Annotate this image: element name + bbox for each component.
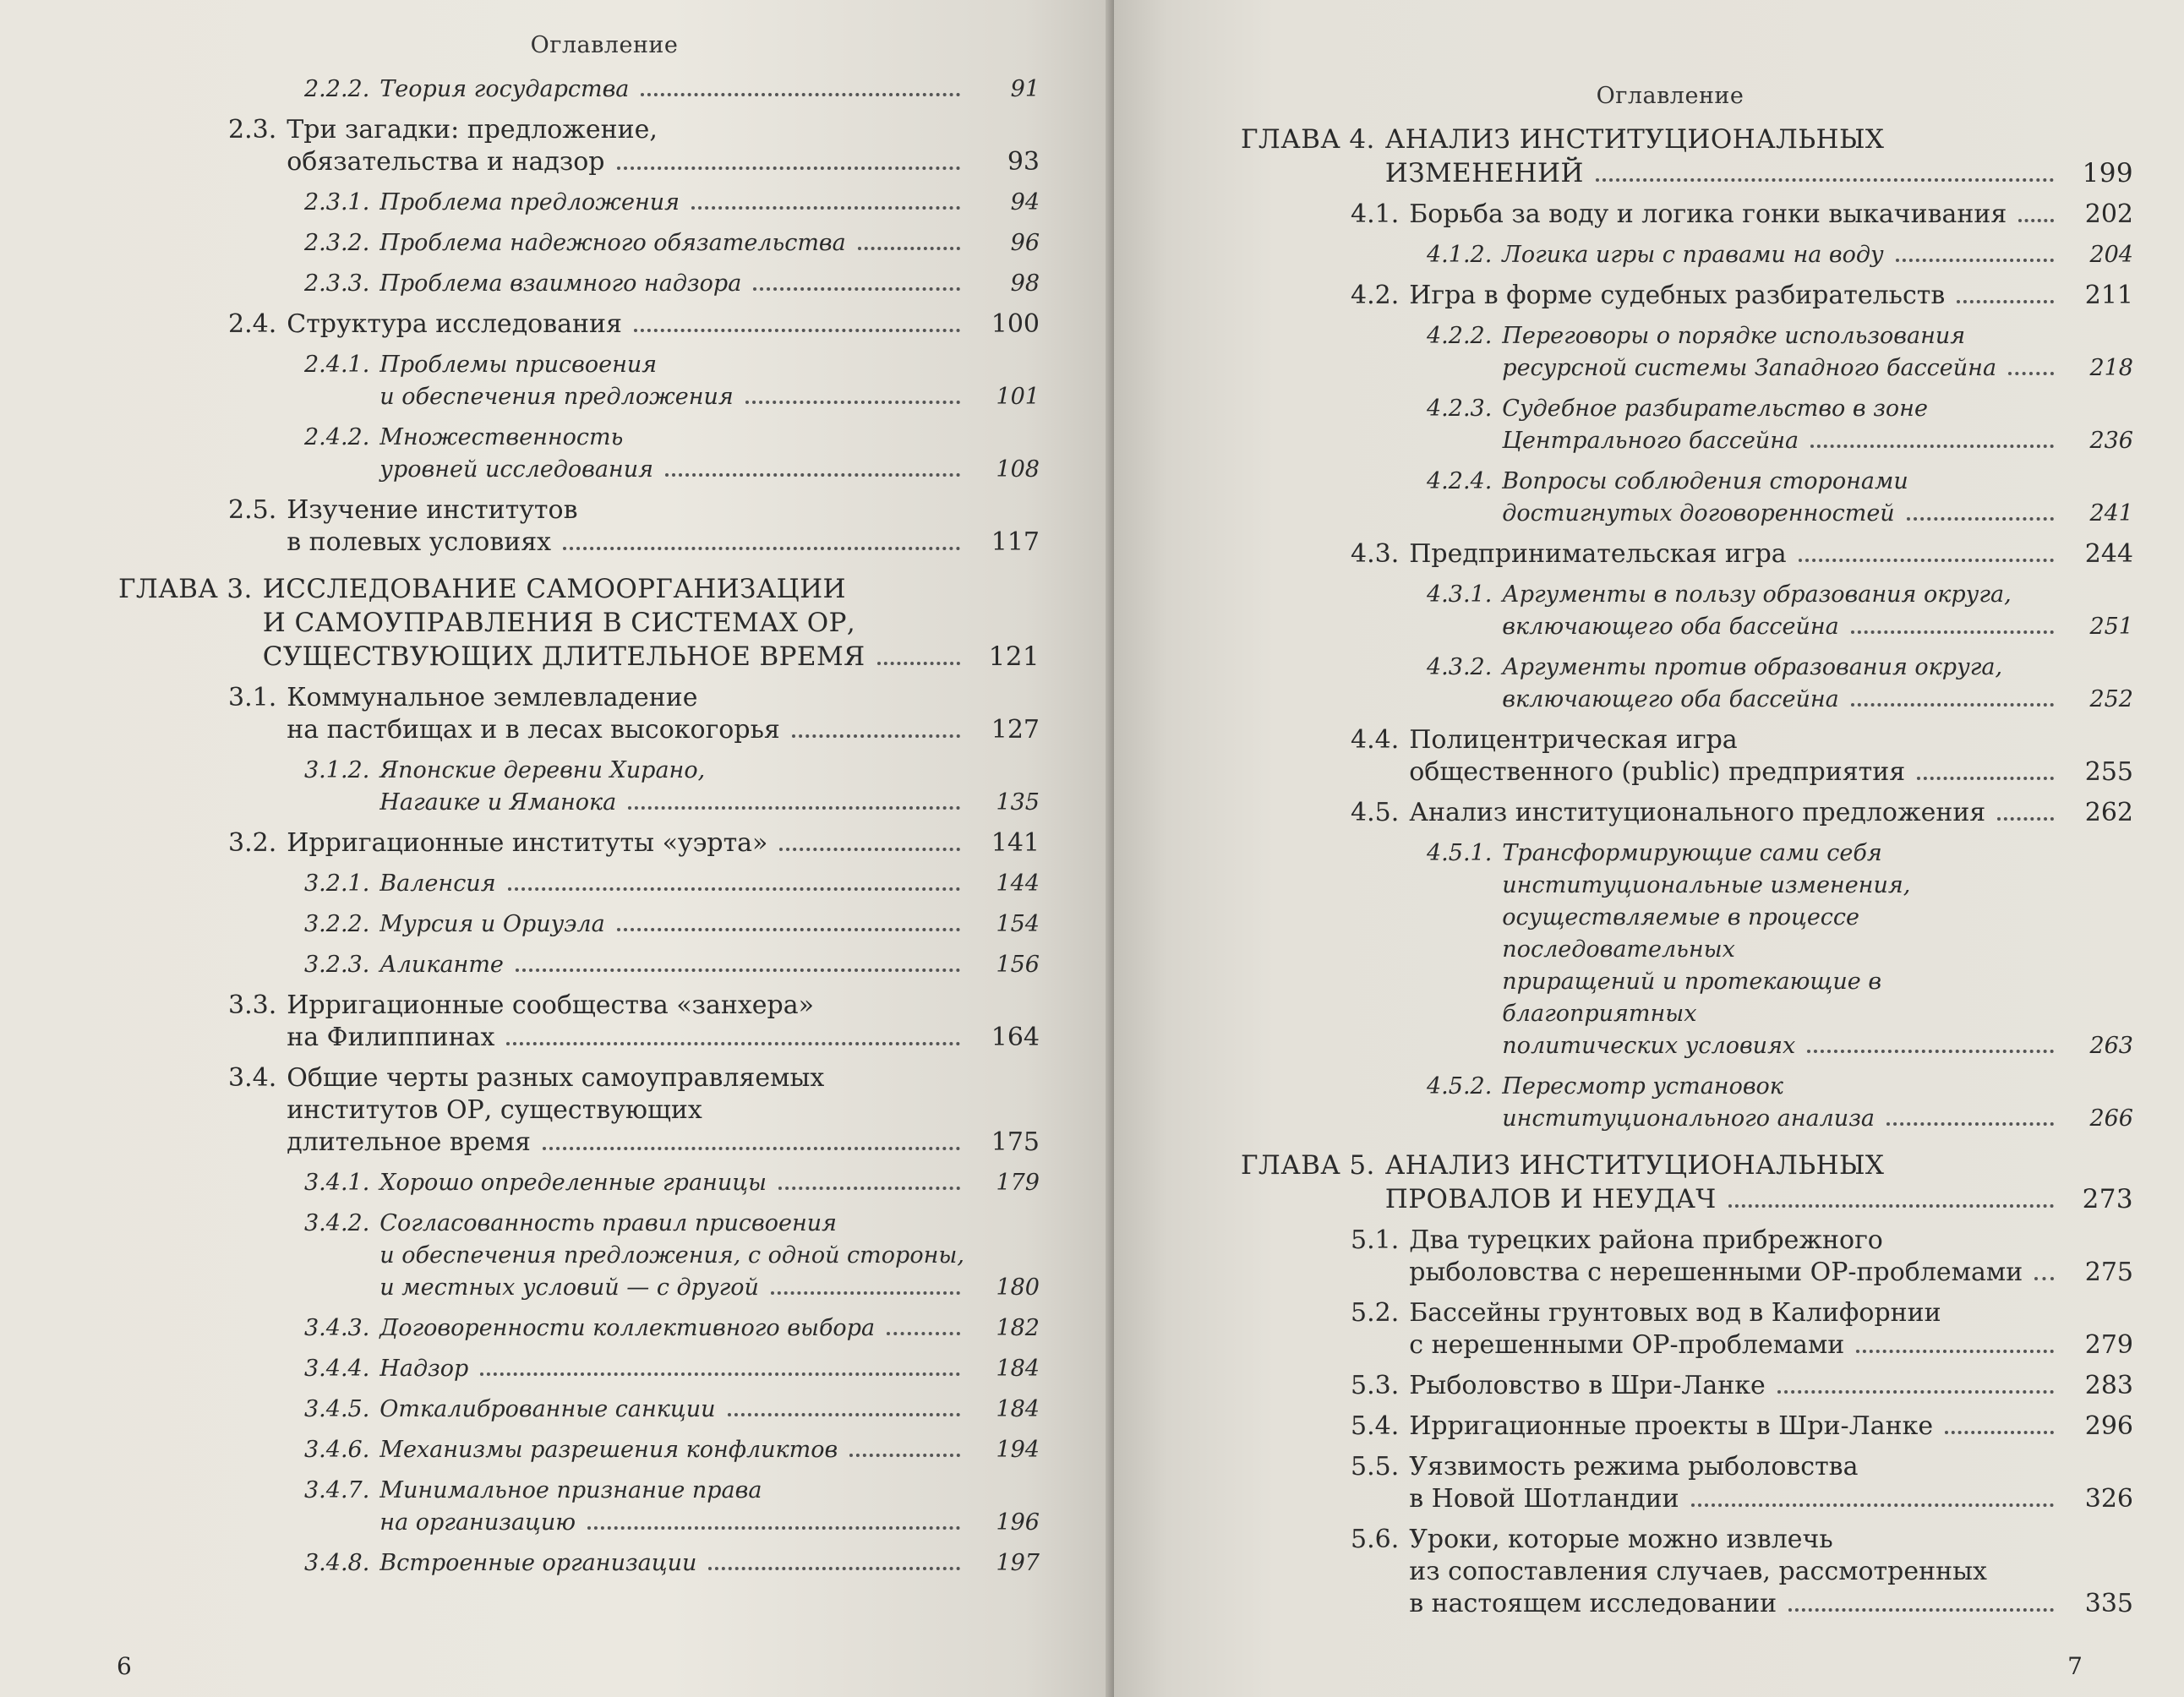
- toc-entry: [1241, 466, 2133, 530]
- entry-title-line: достигнутых договоренностей: [1502, 500, 1895, 527]
- dot-leader: [1957, 299, 2054, 303]
- dot-leader: [887, 1331, 960, 1335]
- section-number: 3.4.8.: [304, 1550, 370, 1576]
- section-number: 3.1.: [228, 683, 277, 712]
- toc-entry: [1241, 280, 2133, 312]
- page-reference: 156: [996, 952, 1040, 978]
- page-reference: 96: [1010, 230, 1040, 256]
- toc-entry: [118, 909, 1040, 941]
- dot-leader: [508, 887, 960, 891]
- section-number: 2.3.1.: [304, 189, 370, 216]
- entry-title-line: Проблемы присвоения: [379, 352, 658, 378]
- toc-entry: [1241, 1297, 2133, 1361]
- entry-title-line: Логика игры с правами на воду: [1502, 242, 1884, 268]
- toc-entry: [118, 827, 1040, 859]
- toc-entry: [118, 74, 1040, 106]
- entry-title-line: уровней исследования: [379, 456, 653, 483]
- section-number: 2.5.: [228, 495, 277, 525]
- toc-entry: [118, 1394, 1040, 1426]
- entry-title-line: Коммунальное землевладение: [287, 683, 698, 712]
- section-number: 2.4.2.: [304, 424, 370, 450]
- toc-entry: [118, 868, 1040, 900]
- section-number: 4.2.2.: [1427, 323, 1493, 349]
- entry-title-line: Аликанте: [379, 952, 504, 978]
- section-number: 5.6.: [1351, 1525, 1400, 1554]
- toc-entry: [118, 1312, 1040, 1345]
- section-number: 3.4.: [228, 1063, 277, 1093]
- section-number: 3.4.1.: [304, 1170, 370, 1196]
- entry-title-line: институциональные изменения,: [1502, 872, 1911, 898]
- entry-title-line: Предпринимательская игра: [1409, 539, 1787, 569]
- toc-entry: [1241, 724, 2133, 788]
- section-number: 3.2.: [228, 828, 277, 858]
- entry-title-line: Аргументы в пользу образования округа,: [1502, 581, 2012, 608]
- entry-title-line: Множественность: [379, 424, 624, 450]
- toc-entry: [1241, 320, 2133, 385]
- entry-title-line: Проблема взаимного надзора: [379, 270, 742, 297]
- section-number: 3.2.3.: [304, 952, 370, 978]
- dot-leader: [849, 1453, 960, 1457]
- section-number: 5.4.: [1351, 1411, 1400, 1441]
- entry-title-line: СУЩЕСТВУЮЩИХ ДЛИТЕЛЬНОЕ ВРЕМЯ: [262, 641, 865, 672]
- entry-title-line: Встроенные организации: [379, 1550, 697, 1576]
- toc-entry: [1241, 797, 2133, 829]
- toc-entry: [118, 308, 1040, 341]
- dot-leader: [2008, 371, 2054, 375]
- section-number: 2.4.1.: [304, 352, 370, 378]
- page-reference: 101: [996, 384, 1040, 410]
- section-number: 3.1.2.: [304, 757, 370, 783]
- entry-title-line: в Новой Шотландии: [1409, 1484, 1679, 1514]
- page-reference: 141: [991, 828, 1040, 858]
- entry-title-line: институционального анализа: [1502, 1105, 1876, 1132]
- dot-leader: [480, 1372, 960, 1376]
- section-number: 4.2.3.: [1427, 396, 1493, 422]
- page-reference: 194: [996, 1437, 1040, 1463]
- dot-leader: [617, 166, 960, 170]
- entry-title-line: Пересмотр установок: [1502, 1073, 1783, 1100]
- page-reference: 93: [1007, 147, 1040, 177]
- section-number: 2.3.2.: [304, 230, 370, 256]
- page-number: 6: [117, 1652, 132, 1680]
- entry-title-line: длительное время: [287, 1127, 531, 1157]
- entry-title-line: АНАЛИЗ ИНСТИТУЦИОНАЛЬНЫХ: [1384, 1150, 1885, 1181]
- page-reference: 263: [2089, 1033, 2133, 1059]
- toc-entry: [118, 227, 1040, 259]
- entry-title-line: Ирригационные сообщества «занхера»: [287, 990, 814, 1020]
- entry-title-line: ИЗМЕНЕНИЙ: [1384, 158, 1584, 188]
- page-reference: 252: [2089, 686, 2133, 712]
- toc-entry: [118, 1547, 1040, 1580]
- entry-title-line: осуществляемые в процессе последовательных: [1502, 904, 1860, 963]
- entry-title-line: Уроки, которые можно извлечь: [1409, 1525, 1833, 1554]
- dot-leader: [691, 205, 960, 210]
- dot-leader: [634, 328, 960, 332]
- entry-title-line: Общие черты разных самоуправляемых: [287, 1063, 825, 1093]
- toc-chapter-entry: [1241, 123, 2133, 190]
- page-reference: 127: [991, 715, 1040, 745]
- page-reference: 196: [996, 1509, 1040, 1536]
- entry-title-line: Два турецких района прибрежного: [1409, 1225, 1883, 1255]
- page-reference: 335: [2084, 1589, 2133, 1618]
- entry-title-line: Анализ институционального предложения: [1409, 798, 1986, 827]
- toc-entry: [1241, 838, 2133, 1062]
- entry-title-line: Хорошо определенные границы: [379, 1170, 767, 1196]
- entry-title-line: Нагаике и Яманока: [379, 789, 617, 816]
- entry-title-line: Надзор: [379, 1356, 469, 1382]
- entry-title-line: Ирригационные институты «уэрта»: [287, 828, 768, 858]
- page-reference: 91: [1010, 76, 1040, 102]
- entry-title-line: ПРОВАЛОВ И НЕУДАЧ: [1384, 1184, 1717, 1214]
- section-number: 4.5.1.: [1427, 840, 1493, 866]
- toc-chapter-entry: [118, 572, 1040, 674]
- page-reference: 273: [2082, 1184, 2133, 1214]
- dot-leader: [1907, 516, 2054, 521]
- page-reference: 283: [2084, 1371, 2133, 1400]
- page-reference: 244: [2084, 539, 2133, 569]
- section-number: 4.3.2.: [1427, 654, 1493, 680]
- entry-title-line: Откалиброванные санкции: [379, 1396, 716, 1422]
- dot-leader: [516, 968, 960, 972]
- entry-title-line: Вопросы соблюдения сторонами: [1502, 468, 1908, 494]
- page-reference: 100: [991, 309, 1040, 339]
- dot-leader: [617, 927, 960, 931]
- entry-title-line: институтов ОР, существующих: [287, 1095, 702, 1125]
- section-number: 3.4.6.: [304, 1437, 370, 1463]
- table-of-contents: [118, 74, 1040, 1580]
- page-reference: 211: [2084, 281, 2133, 310]
- entry-title-line: Минимальное признание права: [379, 1477, 762, 1503]
- entry-title-line: на организацию: [379, 1509, 576, 1536]
- toc-entry: [1241, 1071, 2133, 1135]
- entry-title-line: Японские деревни Хирано,: [379, 757, 706, 783]
- entry-title-line: Центрального бассейна: [1502, 428, 1799, 454]
- dot-leader: [1896, 258, 2054, 262]
- page-reference: 236: [2089, 428, 2133, 454]
- section-number: 4.4.: [1351, 725, 1400, 755]
- page-reference: 135: [996, 789, 1040, 816]
- entry-title-line: Аргументы против образования округа,: [1502, 654, 2003, 680]
- toc-entry: [1241, 1225, 2133, 1289]
- section-number: 2.2.2.: [304, 76, 370, 102]
- dot-leader: [1691, 1503, 2054, 1507]
- page-reference: 255: [2084, 757, 2133, 787]
- entry-title-line: включающего оба бассейна: [1502, 614, 1839, 640]
- entry-title-line: и местных условий — с другой: [379, 1274, 759, 1301]
- entry-title-line: в полевых условиях: [287, 527, 552, 557]
- dot-leader: [771, 1290, 960, 1295]
- page-reference: 279: [2084, 1330, 2133, 1360]
- dot-leader: [1851, 630, 2054, 634]
- section-number: 3.4.7.: [304, 1477, 370, 1503]
- dot-leader: [708, 1566, 960, 1570]
- section-number: 4.3.1.: [1427, 581, 1493, 608]
- toc-entry: [118, 1167, 1040, 1199]
- page-reference: 117: [991, 527, 1040, 557]
- entry-title-line: на Филиппинах: [287, 1023, 495, 1052]
- page-reference: 182: [996, 1315, 1040, 1341]
- section-number: 5.1.: [1351, 1225, 1400, 1255]
- dot-leader: [1997, 816, 2054, 821]
- running-head: Оглавление: [530, 32, 679, 58]
- entry-title-line: Теория государства: [379, 76, 630, 102]
- dot-leader: [1799, 558, 2054, 562]
- entry-title-line: Проблема предложения: [379, 189, 680, 216]
- entry-title-line: политических условиях: [1502, 1033, 1796, 1059]
- section-number: 4.1.2.: [1427, 242, 1493, 268]
- page-reference: 275: [2084, 1258, 2133, 1287]
- page-reference: 175: [991, 1127, 1040, 1157]
- section-number: 3.4.5.: [304, 1396, 370, 1422]
- section-number: 3.2.2.: [304, 911, 370, 937]
- entry-title-line: на пастбищах и в лесах высокогорья: [287, 715, 780, 745]
- dot-leader: [2018, 218, 2054, 222]
- dot-leader: [1788, 1607, 2054, 1612]
- entry-title-line: Валенсия: [379, 870, 496, 897]
- entry-title-line: И САМОУПРАВЛЕНИЯ В СИСТЕМАХ ОР,: [262, 608, 856, 638]
- entry-title-line: Мурсия и Ориуэла: [379, 911, 605, 937]
- entry-title-line: общественного (public) предприятия: [1409, 757, 1906, 787]
- page-reference: 266: [2089, 1105, 2133, 1132]
- section-number: 5.2.: [1351, 1298, 1400, 1328]
- entry-title-line: из сопоставления случаев, рассмотренных: [1409, 1557, 1987, 1586]
- section-number: ГЛАВА 4.: [1241, 124, 1375, 155]
- dot-leader: [778, 1186, 960, 1190]
- dot-leader: [1945, 1430, 2054, 1434]
- toc-entry: [118, 1062, 1040, 1159]
- dot-leader: [506, 1041, 960, 1045]
- section-number: 4.3.: [1351, 539, 1400, 569]
- table-of-contents: [1241, 123, 2133, 1620]
- section-number: 3.4.4.: [304, 1356, 370, 1382]
- toc-entry: [1241, 579, 2133, 643]
- page-reference: 199: [2082, 158, 2133, 188]
- page-reference: 98: [1010, 270, 1040, 297]
- section-number: 4.1.: [1351, 199, 1400, 229]
- page-reference: 218: [2089, 355, 2133, 381]
- dot-leader: [628, 805, 960, 810]
- section-number: 5.3.: [1351, 1371, 1400, 1400]
- toc-chapter-entry: [1241, 1149, 2133, 1216]
- entry-title-line: Механизмы разрешения конфликтов: [379, 1437, 838, 1463]
- page-reference: 108: [996, 456, 1040, 483]
- entry-title-line: Договоренности коллективного выбора: [379, 1315, 876, 1341]
- entry-title-line: Изучение институтов: [287, 495, 578, 525]
- section-number: ГЛАВА 5.: [1241, 1150, 1375, 1181]
- page-reference: 197: [996, 1550, 1040, 1576]
- dot-leader: [1807, 1049, 2054, 1053]
- toc-entry: [118, 949, 1040, 981]
- page-reference: 202: [2084, 199, 2133, 229]
- toc-entry: [118, 682, 1040, 746]
- page-reference: 251: [2089, 614, 2133, 640]
- dot-leader: [1728, 1203, 2054, 1208]
- dot-leader: [563, 546, 960, 550]
- toc-entry: [1241, 538, 2133, 570]
- toc-entry: [1241, 1370, 2133, 1402]
- dot-leader: [1856, 1349, 2054, 1353]
- entry-title-line: ИССЛЕДОВАНИЕ САМООРГАНИЗАЦИИ: [262, 574, 846, 604]
- entry-title-line: Трансформирующие сами себя: [1502, 840, 1882, 866]
- page-reference: 326: [2084, 1484, 2133, 1514]
- entry-title-line: АНАЛИЗ ИНСТИТУЦИОНАЛЬНЫХ: [1384, 124, 1885, 155]
- page-reference: 262: [2084, 798, 2133, 827]
- entry-title-line: и обеспечения предложения: [379, 384, 734, 410]
- entry-title-line: Бассейны грунтовых вод в Калифорнии: [1409, 1298, 1941, 1328]
- section-number: 4.5.: [1351, 798, 1400, 827]
- dot-leader: [1851, 702, 2054, 707]
- toc-entry: [1241, 1451, 2133, 1515]
- dot-leader: [753, 286, 960, 291]
- toc-entry: [118, 187, 1040, 219]
- dot-leader: [745, 400, 960, 404]
- dot-leader: [1596, 177, 2054, 182]
- toc-entry: [118, 1353, 1040, 1385]
- dot-leader: [587, 1525, 960, 1530]
- entry-title-line: Рыболовство в Шри-Ланке: [1409, 1371, 1766, 1400]
- page-reference: 204: [2089, 242, 2133, 268]
- entry-title-line: Борьба за воду и логика гонки выкачивания: [1409, 199, 2007, 229]
- section-number: ГЛАВА 3.: [118, 574, 253, 604]
- toc-entry: [1241, 1411, 2133, 1443]
- page-reference: 94: [1010, 189, 1040, 216]
- entry-title-line: ресурсной системы Западного бассейна: [1502, 355, 1997, 381]
- section-number: 4.2.4.: [1427, 468, 1493, 494]
- dot-leader: [1917, 776, 2054, 780]
- right-page: [1114, 0, 2184, 1697]
- running-head: Оглавление: [1596, 83, 1744, 109]
- dot-leader: [1810, 444, 2054, 448]
- dot-leader: [877, 661, 960, 665]
- page-reference: 180: [996, 1274, 1040, 1301]
- toc-entry: [118, 349, 1040, 413]
- toc-entry: [118, 1208, 1040, 1304]
- toc-entry: [1241, 199, 2133, 231]
- section-number: 3.3.: [228, 990, 277, 1020]
- section-number: 5.5.: [1351, 1452, 1400, 1481]
- toc-entry: [118, 114, 1040, 178]
- dot-leader: [1886, 1121, 2054, 1126]
- entry-title-line: Полицентрическая игра: [1409, 725, 1738, 755]
- toc-entry: [118, 422, 1040, 486]
- section-number: 2.3.3.: [304, 270, 370, 297]
- page-reference: 144: [996, 870, 1040, 897]
- page-reference: 296: [2084, 1411, 2133, 1441]
- toc-entry: [1241, 1524, 2133, 1620]
- dot-leader: [779, 847, 960, 851]
- section-number: 2.3.: [228, 115, 277, 145]
- dot-leader: [792, 734, 960, 738]
- page-reference: 241: [2089, 500, 2133, 527]
- entry-title-line: в настоящем исследовании: [1409, 1589, 1777, 1618]
- entry-title-line: Структура исследования: [287, 309, 622, 339]
- page-reference: 184: [996, 1356, 1040, 1382]
- section-number: 3.4.3.: [304, 1315, 370, 1341]
- entry-title-line: Согласованность правил присвоения: [379, 1210, 837, 1236]
- entry-title-line: Уязвимость режима рыболовства: [1409, 1452, 1859, 1481]
- section-number: 2.4.: [228, 309, 277, 339]
- page-reference: 179: [996, 1170, 1040, 1196]
- entry-title-line: Переговоры о порядке использования: [1502, 323, 1966, 349]
- entry-title-line: приращений и протекающие в благоприятных: [1502, 969, 1882, 1027]
- entry-title-line: с нерешенными ОР-проблемами: [1409, 1330, 1845, 1360]
- entry-title-line: Игра в форме судебных разбирательств: [1409, 281, 1946, 310]
- toc-entry: [118, 1475, 1040, 1539]
- entry-title-line: рыболовства с нерешенными ОР-проблемами: [1409, 1258, 2023, 1287]
- toc-entry: [118, 268, 1040, 300]
- entry-title-line: Судебное разбирательство в зоне: [1502, 396, 1928, 422]
- toc-entry: [1241, 239, 2133, 271]
- toc-entry: [1241, 652, 2133, 716]
- page-reference: 121: [988, 641, 1040, 672]
- entry-title-line: включающего оба бассейна: [1502, 686, 1839, 712]
- entry-title-line: Проблема надежного обязательства: [379, 230, 846, 256]
- page-reference: 184: [996, 1396, 1040, 1422]
- section-number: 4.2.: [1351, 281, 1400, 310]
- section-number: 3.2.1.: [304, 870, 370, 897]
- entry-title-line: Три загадки: предложение,: [287, 115, 658, 145]
- dot-leader: [641, 92, 960, 96]
- page-number: 7: [2067, 1652, 2083, 1680]
- toc-entry: [118, 990, 1040, 1054]
- dot-leader: [728, 1412, 960, 1416]
- dot-leader: [2034, 1276, 2054, 1280]
- dot-leader: [858, 246, 960, 250]
- dot-leader: [543, 1146, 960, 1150]
- section-number: 4.5.2.: [1427, 1073, 1493, 1100]
- entry-title-line: и обеспечения предложения, с одной стороны,: [379, 1242, 964, 1269]
- dot-leader: [665, 472, 960, 477]
- section-number: 3.4.2.: [304, 1210, 370, 1236]
- toc-entry: [118, 755, 1040, 819]
- toc-entry: [1241, 393, 2133, 457]
- dot-leader: [1777, 1389, 2054, 1394]
- entry-title-line: Ирригационные проекты в Шри-Ланке: [1409, 1411, 1934, 1441]
- toc-entry: [118, 1434, 1040, 1466]
- page-reference: 164: [991, 1023, 1040, 1052]
- toc-entry: [118, 494, 1040, 559]
- entry-title-line: обязательства и надзор: [287, 147, 605, 177]
- page-reference: 154: [996, 911, 1040, 937]
